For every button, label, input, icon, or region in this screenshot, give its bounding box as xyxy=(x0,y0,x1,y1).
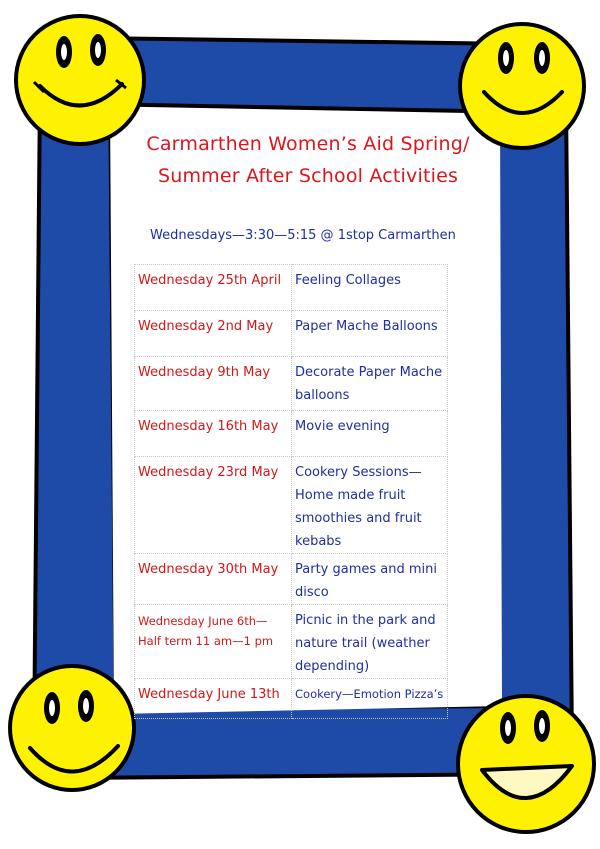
schedule-date: Wednesday 16th May xyxy=(135,411,292,457)
schedule-activity: Cookery—Emotion Pizza’s xyxy=(292,679,448,719)
table-row xyxy=(135,605,448,679)
schedule-date: Wednesday 23rd May xyxy=(135,457,292,554)
schedule-date: Wednesday 25th April xyxy=(135,265,292,311)
table-row xyxy=(135,457,448,554)
schedule-date: Wednesday June 6th—Half term 11 am—1 pm xyxy=(135,605,292,679)
table-row xyxy=(135,411,448,457)
frame-top-bar xyxy=(92,38,522,112)
schedule-activity: Party games and mini disco xyxy=(292,554,448,605)
session-times: Wednesdays—3:30—5:15 @ 1stop Carmarthen xyxy=(150,228,456,243)
schedule-date: Wednesday 30th May xyxy=(135,554,292,605)
smiley-top-left-icon xyxy=(16,16,144,144)
schedule-activity: Cookery Sessions—Home made fruit smoothies and fruit kebabs xyxy=(292,457,448,554)
schedule-date: Wednesday 9th May xyxy=(135,357,292,411)
schedule-date: Wednesday June 13th xyxy=(135,679,292,719)
schedule-activity: Feeling Collages xyxy=(292,265,448,311)
schedule-activity: Movie evening xyxy=(292,411,448,457)
schedule-activity: Picnic in the park and nature trail (weather depending) xyxy=(292,605,448,679)
title-line-2: Summer After School Activities xyxy=(157,165,459,187)
frame-left-bar xyxy=(34,82,116,748)
schedule-date: Wednesday 2nd May xyxy=(135,311,292,357)
table-row xyxy=(135,679,448,719)
schedule-activity: Paper Mache Balloons xyxy=(292,311,448,357)
table-row xyxy=(135,265,448,311)
activity-schedule-table xyxy=(134,264,448,719)
table-row xyxy=(135,311,448,357)
frame-right-bar xyxy=(496,96,572,752)
smiley-bottom-right-icon xyxy=(458,696,594,832)
title-line-1: Carmarthen Women’s Aid Spring/ xyxy=(146,133,470,155)
table-row xyxy=(135,357,448,411)
smiley-bottom-left-icon xyxy=(10,666,134,790)
table-row xyxy=(135,554,448,605)
schedule-activity: Decorate Paper Mache balloons xyxy=(292,357,448,411)
